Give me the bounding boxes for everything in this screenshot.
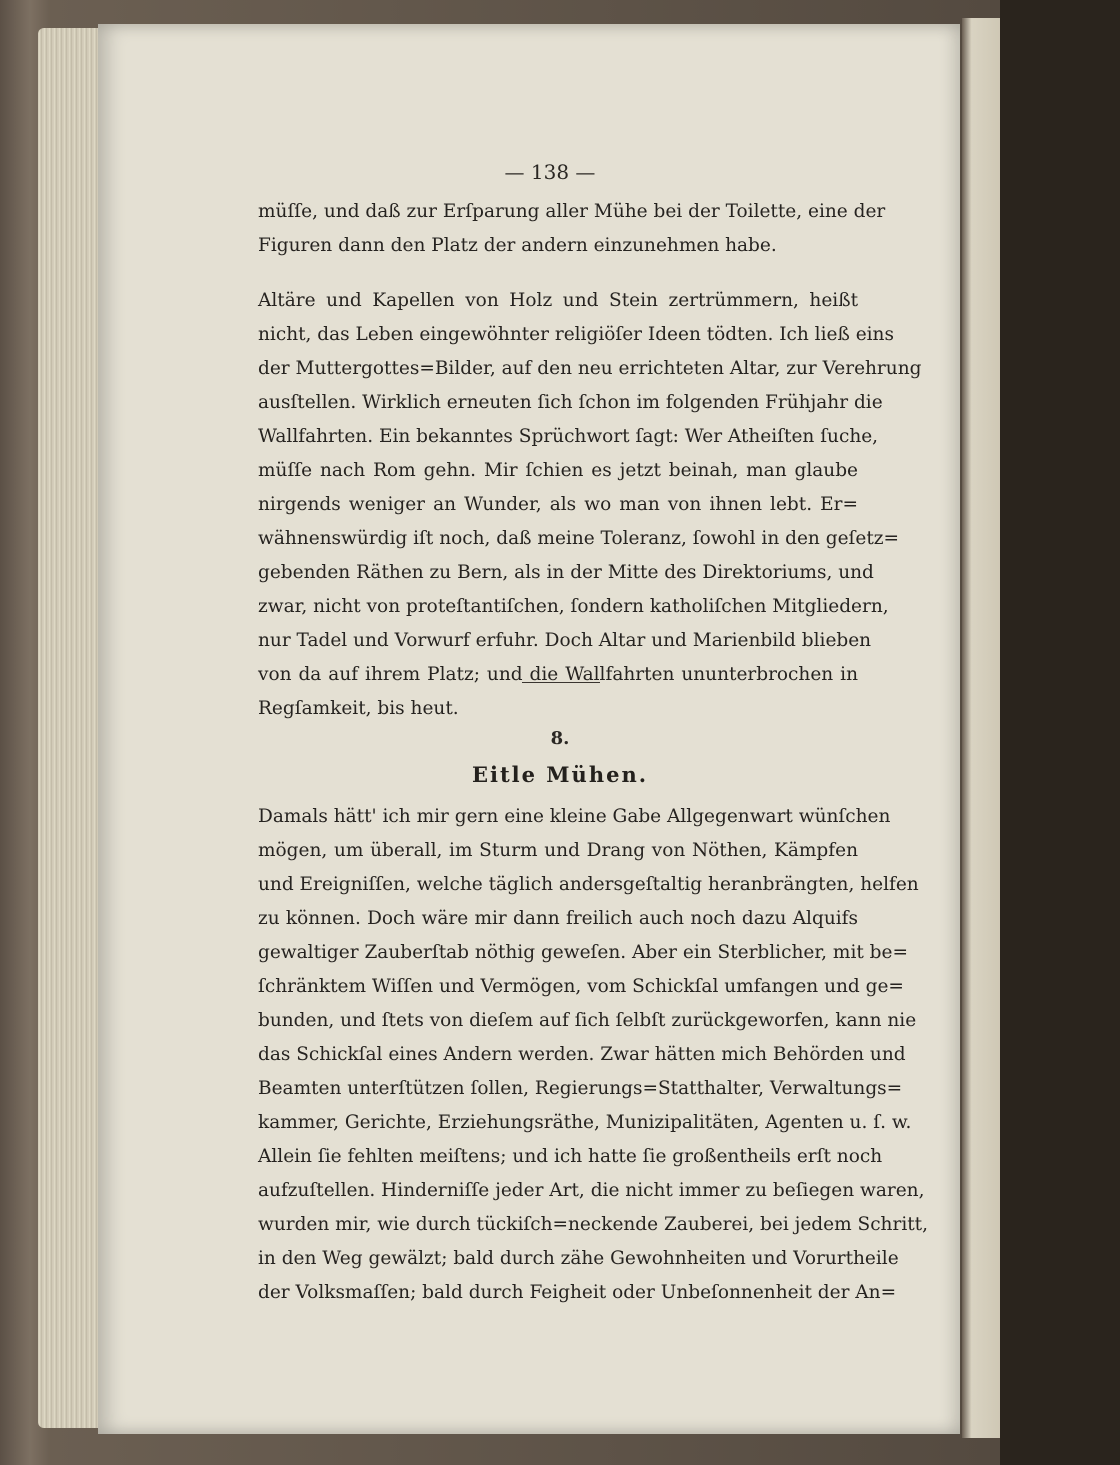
section-title: Eitle Mühen. <box>471 762 649 787</box>
text-line: nicht, das Leben eingewöhnter religiöſer Ideen tödten. Ich ließ eins <box>258 324 894 345</box>
text-line: kammer, Gerichte, Erziehungsräthe, Munizipalitäten, Agenten u. ſ. w. <box>258 1112 912 1133</box>
section-number: 8. <box>550 728 570 749</box>
text-line: Regſamkeit, bis heut. <box>258 698 459 719</box>
text-line: der Volksmaſſen; bald durch Feigheit oder Unbeſonnenheit der An= <box>258 1282 897 1303</box>
text-line: von da auf ihrem Platz; und die Wallfahrten ununterbrochen in <box>258 664 858 685</box>
text-line: zwar, nicht von proteſtantiſchen, ſondern katholiſchen Mitgliedern, <box>258 596 889 617</box>
text-line: müſſe, und daß zur Erſparung aller Mühe bei der Toilette, eine der <box>258 201 886 222</box>
text-line: Allein ſie fehlten meiſtens; und ich hatte ſie großentheils erſt noch <box>258 1146 883 1167</box>
paragraph-1 <box>258 195 886 263</box>
paragraph-2 <box>258 284 922 726</box>
text-line: in den Weg gewälzt; bald durch zähe Gewohnheiten und Vorurtheile <box>258 1248 899 1269</box>
text-line: gewaltiger Zauberſtab nöthig geweſen. Aber ein Sterblicher, mit be= <box>258 942 908 963</box>
text-line: gebenden Räthen zu Bern, als in der Mitte des Direktoriums, und <box>258 562 874 583</box>
text-line: aufzuſtellen. Hinderniſſe jeder Art, die nicht immer zu beſiegen waren, <box>258 1180 925 1201</box>
text-line: Damals hätt' ich mir gern eine kleine Gabe Allgegenwart wünſchen <box>258 806 891 827</box>
text-line: wurden mir, wie durch tückiſch=neckende Zauberei, bei jedem Schritt, <box>258 1214 928 1235</box>
text-line: das Schickſal eines Andern werden. Zwar hätten mich Behörden und <box>258 1044 906 1065</box>
text-line: Altäre und Kapellen von Holz und Stein zertrümmern, heißt <box>258 290 858 311</box>
text-line: mögen, um überall, im Sturm und Drang von Nöthen, Kämpfen <box>258 840 858 861</box>
text-line: müſſe nach Rom gehn. Mir ſchien es jetzt beinah, man glaube <box>258 460 858 481</box>
page-number: — 138 — <box>504 160 596 184</box>
text-line: ausſtellen. Wirklich erneuten ſich ſchon im folgenden Frühjahr die <box>258 392 883 413</box>
text-line: zu können. Doch wäre mir dann freilich auch noch dazu Alquifs <box>258 908 858 929</box>
text-line: bunden, und ſtets von dieſem auf ſich ſelbſt zurückgeworfen, kann nie <box>258 1010 917 1031</box>
text-line: nur Tadel und Vorwurf erfuhr. Doch Altar und Marienbild blieben <box>258 630 872 651</box>
text-line: der Muttergottes=Bilder, auf den neu errichteten Altar, zur Verehrung <box>258 358 922 379</box>
text-line: wähnenswürdig iſt noch, daß meine Toleranz, ſowohl in den geſetz= <box>258 528 899 549</box>
text-line: Beamten unterſtützen ſollen, Regierungs=Statthalter, Verwaltungs= <box>258 1078 903 1099</box>
section-divider <box>522 682 600 683</box>
text-line: Figuren dann den Platz der andern einzunehmen habe. <box>258 235 777 256</box>
text-line: und Ereigniſſen, welche täglich andersgeſtaltig heranbrängten, helfen <box>258 874 919 895</box>
text-line: Wallfahrten. Ein bekanntes Sprüchwort ſagt: Wer Atheiſten ſuche, <box>258 426 879 447</box>
text-line: nirgends weniger an Wunder, als wo man von ihnen lebt. Er= <box>258 494 858 515</box>
paragraph-3 <box>258 800 928 1310</box>
text-line: ſchränktem Wiſſen und Vermögen, vom Schickſal umfangen und ge= <box>258 976 904 997</box>
